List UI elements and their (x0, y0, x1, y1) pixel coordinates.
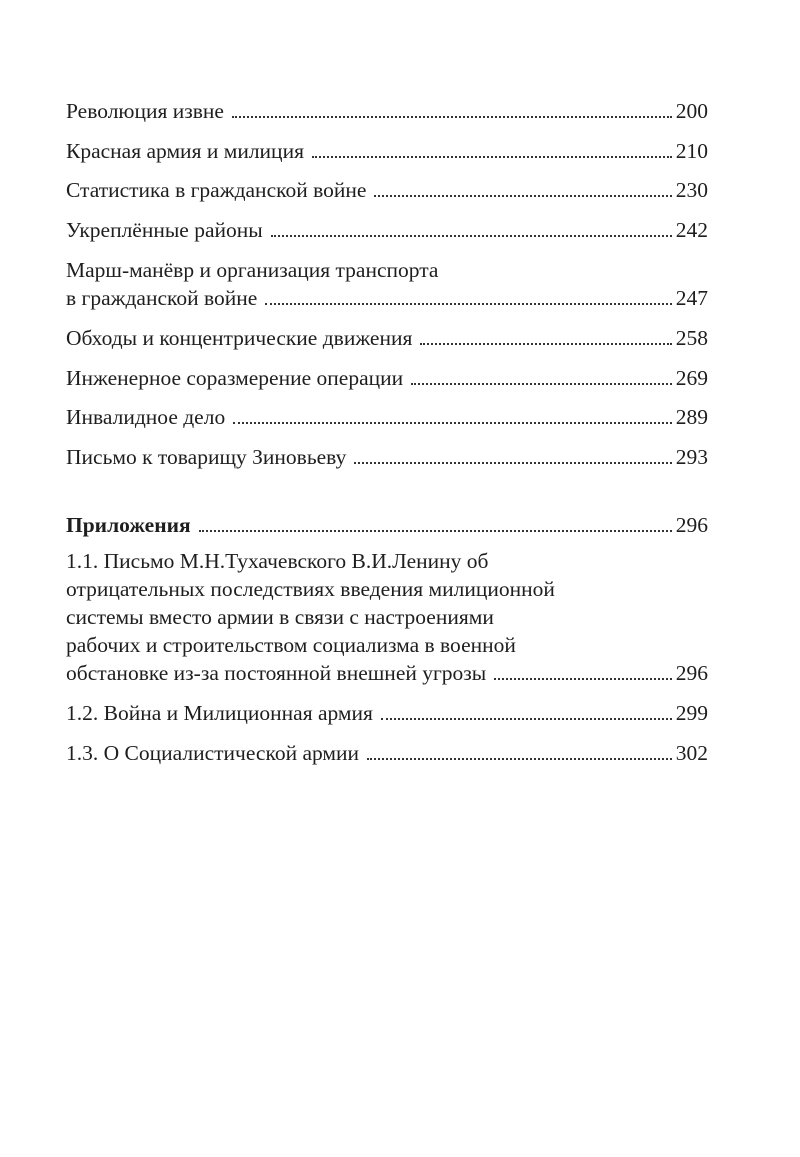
toc-entry-title: 1.3. О Социалистической армии (66, 741, 360, 765)
toc-entry-title: Обходы и концентрические движения (66, 326, 413, 350)
toc-entry (66, 97, 708, 125)
toc-entry (66, 176, 708, 204)
toc-entry-page: 242 (675, 218, 708, 242)
toc-entry-multiline (66, 547, 708, 687)
toc-entry-line (66, 631, 708, 659)
dot-leader (374, 195, 671, 197)
toc-entry (66, 364, 708, 392)
toc-section-title: Приложения (66, 513, 191, 537)
toc-entry-title: Укреплённые районы (66, 218, 263, 242)
dot-leader (411, 383, 672, 385)
dot-leader (367, 758, 672, 760)
toc-entry-page: 269 (675, 366, 708, 390)
dot-leader (271, 235, 672, 237)
toc-entry-line (66, 256, 708, 284)
toc-entry-title-line: 1.1. Письмо М.Н.Тухачевского В.И.Ленину об (66, 549, 489, 573)
toc-entry (66, 137, 708, 165)
toc-entry-page: 293 (675, 445, 708, 469)
toc-entry-title-line: обстановке из-за постоянной внешней угрозы (66, 661, 487, 685)
toc-entry-page: 289 (675, 405, 708, 429)
dot-leader (199, 530, 672, 532)
toc-entry-page: 230 (675, 178, 708, 202)
toc-entry-page: 247 (675, 286, 708, 310)
toc-entry-title: Инвалидное дело (66, 405, 226, 429)
toc-entry (66, 403, 708, 431)
toc-entry-page: 302 (675, 741, 708, 765)
toc-entry-title-line: в гражданской войне (66, 286, 258, 310)
toc-entry-page: 258 (675, 326, 708, 350)
toc-entry (66, 216, 708, 244)
toc-entry-title-line: Марш-манёвр и организация транспорта (66, 258, 439, 282)
toc-entry-title-line: рабочих и строительством социализма в военной (66, 633, 516, 657)
toc-entry (66, 739, 708, 767)
toc-entry-line (66, 659, 708, 687)
toc-entry-line (66, 575, 708, 603)
dot-leader (494, 678, 672, 680)
toc-section-page: 296 (675, 513, 708, 537)
table-of-contents (66, 97, 708, 767)
toc-entry-title: 1.2. Война и Милиционная армия (66, 701, 373, 725)
toc-entry-title-line: системы вместо армии в связи с настроениями (66, 605, 494, 629)
toc-entry (66, 699, 708, 727)
toc-entry-line (66, 603, 708, 631)
toc-entry-title: Красная армия и милиция (66, 139, 304, 163)
toc-entry (66, 324, 708, 352)
toc-entry (66, 443, 708, 471)
dot-leader (420, 343, 671, 345)
toc-entry-page: 299 (675, 701, 708, 725)
toc-entry-title: Инженерное соразмерение операции (66, 366, 404, 390)
toc-entry-page: 210 (675, 139, 708, 163)
toc-entry-line (66, 284, 708, 312)
toc-entry-line (66, 547, 708, 575)
toc-entry-title: Революция извне (66, 99, 224, 123)
toc-entry-title-line: отрицательных последствиях введения милиционной (66, 577, 555, 601)
dot-leader (381, 718, 672, 720)
dot-leader (312, 156, 672, 158)
toc-section-heading (66, 511, 708, 539)
toc-entry-title: Статистика в гражданской войне (66, 178, 367, 202)
dot-leader (233, 422, 672, 424)
dot-leader (265, 303, 671, 305)
toc-entry-multiline (66, 256, 708, 312)
toc-entry-title: Письмо к товарищу Зиновьеву (66, 445, 347, 469)
dot-leader (232, 116, 672, 118)
dot-leader (354, 462, 671, 464)
toc-entry-page: 296 (675, 661, 708, 685)
toc-entry-page: 200 (675, 99, 708, 123)
